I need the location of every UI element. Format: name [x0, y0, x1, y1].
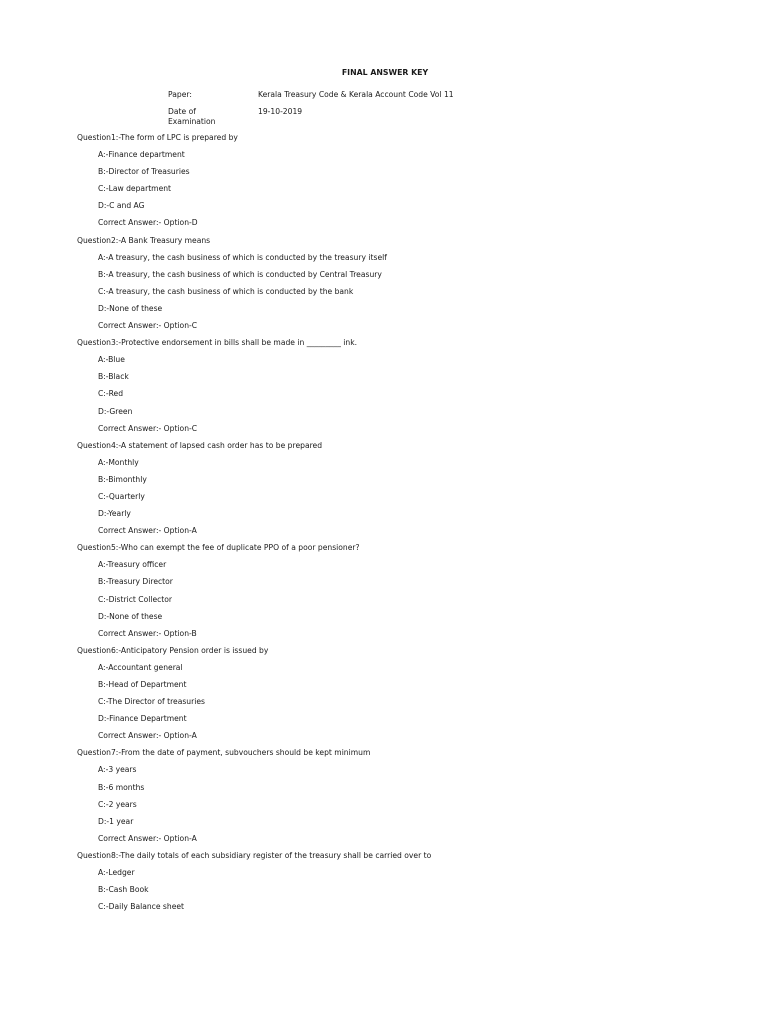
correct-answer: Correct Answer:- Option-A — [98, 833, 197, 843]
question-text: Question2:-A Bank Treasury means — [77, 235, 211, 245]
correct-answer: Correct Answer:- Option-C — [98, 423, 198, 433]
question-list — [77, 133, 757, 919]
option-text: C:-A treasury, the cash business of which is conducted by the bank — [98, 286, 354, 296]
option-text: A:-Treasury officer — [98, 560, 167, 570]
date-value: 19-10-2019 — [258, 106, 303, 116]
option-text: C:-Red — [98, 389, 124, 399]
question-block — [77, 441, 757, 544]
option-text: B:-Treasury Director — [98, 577, 173, 587]
option-text: B:-Director of Treasuries — [98, 167, 190, 177]
correct-answer: Correct Answer:- Option-C — [98, 321, 198, 331]
paper-value: Kerala Treasury Code & Kerala Account Code Vol 11 — [258, 90, 454, 99]
option-text: A:-Monthly — [98, 457, 139, 467]
question-text: Question7:-From the date of payment, subvouchers should be kept minimum — [77, 748, 371, 758]
question-block — [77, 748, 757, 851]
question-text: Question1:-The form of LPC is prepared by — [77, 133, 238, 142]
option-text: B:-Bimonthly — [98, 474, 147, 484]
option-text: D:-1 year — [98, 816, 134, 826]
option-text: A:-Ledger — [98, 868, 135, 878]
correct-answer: Correct Answer:- Option-B — [98, 628, 197, 638]
question-block — [77, 646, 757, 749]
date-label-line2: Examination — [168, 117, 216, 126]
option-text: D:-C and AG — [98, 201, 145, 211]
exam-meta — [168, 90, 454, 134]
page-title: FINAL ANSWER KEY — [341, 68, 429, 77]
option-text: A:-Blue — [98, 355, 125, 365]
date-label — [168, 107, 258, 128]
paper-row — [168, 90, 454, 101]
paper-label: Paper: — [168, 90, 192, 99]
correct-answer: Correct Answer:- Option-A — [98, 731, 197, 741]
question-block — [77, 851, 757, 919]
option-text: C:-The Director of treasuries — [98, 697, 205, 707]
question-text: Question3:-Protective endorsement in bills shall be made in _________ ink. — [77, 338, 358, 348]
date-row — [168, 107, 454, 128]
correct-answer: Correct Answer:- Option-A — [98, 526, 197, 536]
option-text: B:-Black — [98, 372, 129, 382]
correct-answer: Correct Answer:- Option-D — [98, 218, 198, 228]
question-block — [77, 543, 757, 646]
question-text: Question6:-Anticipatory Pension order is issued by — [77, 645, 269, 655]
date-label-line1: Date of — [168, 106, 196, 116]
question-block — [77, 338, 757, 441]
question-block — [77, 236, 757, 339]
option-text: C:-2 years — [98, 799, 137, 809]
option-text: B:-Head of Department — [98, 680, 187, 689]
option-text: D:-Yearly — [98, 509, 131, 519]
option-text: D:-Green — [98, 406, 133, 416]
option-text: C:-Quarterly — [98, 491, 145, 501]
option-text: B:-6 months — [98, 782, 145, 792]
question-text: Question8:-The daily totals of each subsidiary register of the treasury shall be carried over to — [77, 850, 432, 860]
question-text: Question5:-Who can exempt the fee of duplicate PPO of a poor pensioner? — [77, 543, 360, 553]
question-block — [77, 133, 757, 236]
option-text: D:-None of these — [98, 611, 163, 621]
option-text: C:-Law department — [98, 184, 172, 194]
option-text: C:-District Collector — [98, 594, 173, 604]
option-text: B:-A treasury, the cash business of which is conducted by Central Treasury — [98, 269, 382, 279]
option-text: A:-3 years — [98, 765, 137, 775]
option-text: A:-Finance department — [98, 150, 185, 160]
question-text: Question4:-A statement of lapsed cash order has to be prepared — [77, 440, 323, 450]
option-text: C:-Daily Balance sheet — [98, 902, 185, 912]
option-text: A:-A treasury, the cash business of which is conducted by the treasury itself — [98, 252, 387, 262]
option-text: B:-Cash Book — [98, 885, 149, 895]
option-text: D:-Finance Department — [98, 714, 187, 724]
option-text: A:-Accountant general — [98, 662, 183, 672]
option-text: D:-None of these — [98, 303, 163, 313]
